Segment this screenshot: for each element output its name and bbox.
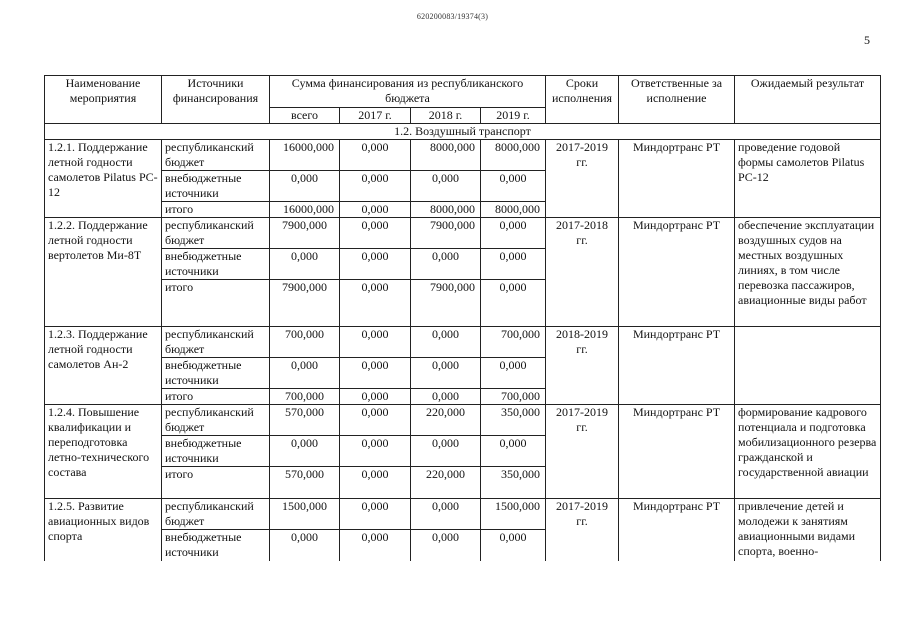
header-total: всего	[270, 108, 340, 124]
value-2019: 1500,000	[481, 499, 546, 530]
value-2017: 0,000	[340, 171, 411, 202]
item-period: 2017-2018 гг.	[546, 218, 619, 327]
value-2019: 0,000	[481, 218, 546, 249]
value-total: 16000,000	[270, 202, 340, 218]
item-result: проведение годовой формы самолетов Pilatus PC-12	[735, 140, 881, 218]
source-total: итого	[162, 467, 270, 499]
item-result: обеспечение эксплуатации воздушных судов на местных воздушных линиях, в том числе перевозка пассажиров, авиационные виды работ	[735, 218, 881, 327]
header-name: Наименование мероприятия	[45, 76, 162, 124]
source-republic: республиканский бюджет	[162, 218, 270, 249]
header-responsible: Ответственные за исполнение	[619, 76, 735, 124]
item-period: 2018-2019 гг.	[546, 327, 619, 405]
item-responsible: Миндортранс РТ	[619, 140, 735, 218]
item-name: 1.2.4. Повышение квалификации и переподготовка летно-технического состава	[45, 405, 162, 499]
value-2017: 0,000	[340, 280, 411, 327]
source-total: итого	[162, 389, 270, 405]
item-responsible: Миндортранс РТ	[619, 327, 735, 405]
source-extra: внебюджетные источники	[162, 436, 270, 467]
source-extra: внебюджетные источники	[162, 171, 270, 202]
value-2019: 0,000	[481, 358, 546, 389]
header-2017: 2017 г.	[340, 108, 411, 124]
value-2019: 0,000	[481, 530, 546, 561]
value-2019: 8000,000	[481, 202, 546, 218]
value-2018: 7900,000	[411, 218, 481, 249]
value-2019: 700,000	[481, 389, 546, 405]
value-total: 0,000	[270, 358, 340, 389]
value-2019: 350,000	[481, 405, 546, 436]
page-number: 5	[864, 33, 870, 47]
header-period: Сроки исполнения	[546, 76, 619, 124]
document-id: 620200083/19374(3)	[416, 12, 489, 21]
header-sum: Сумма финансирования из республиканского бюджета	[270, 76, 546, 108]
value-2018: 0,000	[411, 327, 481, 358]
value-total: 570,000	[270, 405, 340, 436]
value-2018: 8000,000	[411, 202, 481, 218]
value-total: 570,000	[270, 467, 340, 499]
value-2018: 0,000	[411, 358, 481, 389]
value-2017: 0,000	[340, 405, 411, 436]
source-republic: республиканский бюджет	[162, 499, 270, 530]
source-republic: республиканский бюджет	[162, 327, 270, 358]
value-total: 0,000	[270, 249, 340, 280]
value-total: 0,000	[270, 436, 340, 467]
section-title: 1.2. Воздушный транспорт	[45, 124, 881, 140]
header-result: Ожидаемый результат	[735, 76, 881, 124]
value-2018: 0,000	[411, 171, 481, 202]
source-total: итого	[162, 202, 270, 218]
item-period: 2017-2019 гг.	[546, 405, 619, 499]
source-extra: внебюджетные источники	[162, 530, 270, 561]
value-2017: 0,000	[340, 249, 411, 280]
item-responsible: Миндортранс РТ	[619, 218, 735, 327]
value-2018: 0,000	[411, 499, 481, 530]
item-period: 2017-2019 гг.	[546, 140, 619, 218]
financing-table	[44, 75, 881, 561]
value-2017: 0,000	[340, 499, 411, 530]
item-responsible: Миндортранс РТ	[619, 499, 735, 561]
value-2018: 220,000	[411, 405, 481, 436]
item-name: 1.2.2. Поддержание летной годности вертолетов Ми-8Т	[45, 218, 162, 327]
item-name: 1.2.5. Развитие авиационных видов спорта	[45, 499, 162, 561]
value-2018: 0,000	[411, 389, 481, 405]
value-2018: 220,000	[411, 467, 481, 499]
value-2019: 0,000	[481, 436, 546, 467]
item-responsible: Миндортранс РТ	[619, 405, 735, 499]
value-2018: 0,000	[411, 530, 481, 561]
item-result: формирование кадрового потенциала и подготовка мобилизационного резерва гражданской и государственной авиации	[735, 405, 881, 499]
value-total: 700,000	[270, 389, 340, 405]
value-2017: 0,000	[340, 202, 411, 218]
value-2017: 0,000	[340, 467, 411, 499]
source-extra: внебюджетные источники	[162, 249, 270, 280]
item-result: привлечение детей и молодежи к занятиям авиационными видами спорта, военно-	[735, 499, 881, 561]
source-republic: республиканский бюджет	[162, 405, 270, 436]
value-2019: 350,000	[481, 467, 546, 499]
value-2019: 0,000	[481, 280, 546, 327]
value-2017: 0,000	[340, 436, 411, 467]
item-name: 1.2.3. Поддержание летной годности самолетов Ан-2	[45, 327, 162, 405]
value-total: 7900,000	[270, 218, 340, 249]
item-period: 2017-2019 гг.	[546, 499, 619, 561]
source-extra: внебюджетные источники	[162, 358, 270, 389]
value-2017: 0,000	[340, 327, 411, 358]
value-2019: 0,000	[481, 171, 546, 202]
value-2018: 7900,000	[411, 280, 481, 327]
value-2019: 700,000	[481, 327, 546, 358]
value-total: 700,000	[270, 327, 340, 358]
value-2019: 8000,000	[481, 140, 546, 171]
value-2017: 0,000	[340, 218, 411, 249]
header-source: Источники финансирования	[162, 76, 270, 124]
value-2018: 0,000	[411, 436, 481, 467]
value-2018: 0,000	[411, 249, 481, 280]
value-2018: 8000,000	[411, 140, 481, 171]
item-name: 1.2.1. Поддержание летной годности самолетов Pilatus PC-12	[45, 140, 162, 218]
value-2019: 0,000	[481, 249, 546, 280]
source-total: итого	[162, 280, 270, 327]
value-2017: 0,000	[340, 530, 411, 561]
source-republic: республиканский бюджет	[162, 140, 270, 171]
value-2017: 0,000	[340, 140, 411, 171]
value-2017: 0,000	[340, 389, 411, 405]
header-2018: 2018 г.	[411, 108, 481, 124]
value-total: 0,000	[270, 530, 340, 561]
item-result	[735, 327, 881, 405]
value-2017: 0,000	[340, 358, 411, 389]
value-total: 0,000	[270, 171, 340, 202]
value-total: 16000,000	[270, 140, 340, 171]
header-2019: 2019 г.	[481, 108, 546, 124]
value-total: 1500,000	[270, 499, 340, 530]
value-total: 7900,000	[270, 280, 340, 327]
